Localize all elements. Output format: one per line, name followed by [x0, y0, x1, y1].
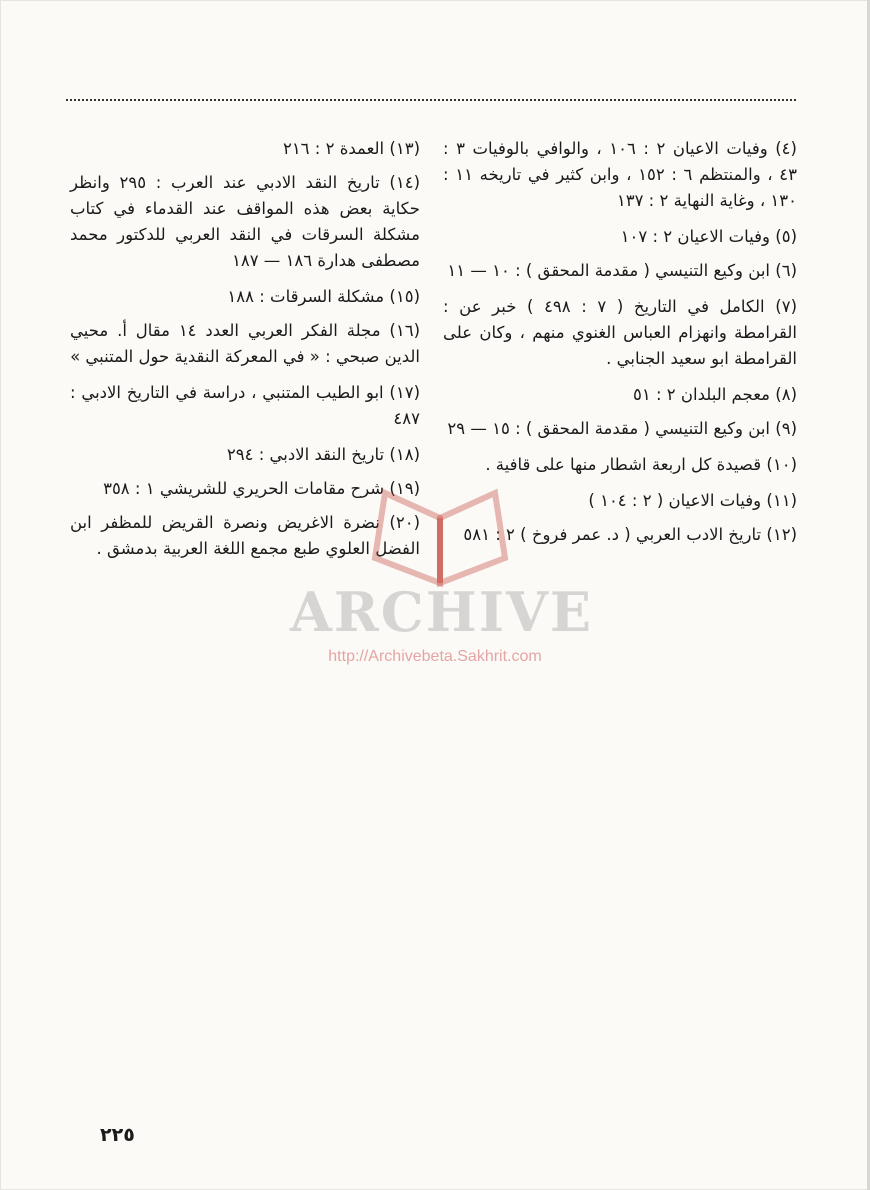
footnote-6: (٦) ابن وكيع التنيسي ( مقدمة المحقق ) : ١٠ — ١١	[447, 261, 797, 280]
footnote-16: (١٦) مجلة الفكر العربي العدد ١٤ مقال أ. محيي الدين صبحي : « في المعركة النقدية حول المتنبي »	[70, 321, 420, 366]
footnote-15: (١٥) مشكلة السرقات : ١٨٨	[227, 287, 420, 306]
footnote-12: (١٢) تاريخ الادب العربي ( د. عمر فروخ ) ٢ : ٥٨١	[463, 525, 797, 544]
footnote-13: (١٣) العمدة ٢ : ٢١٦	[282, 139, 420, 158]
footnote-17: (١٧) ابو الطيب المتنبي ، دراسة في التاريخ الادبي : ٤٨٧	[70, 383, 420, 428]
watermark-text: ARCHIVE	[290, 580, 594, 644]
footnote-8: (٨) معجم البلدان ٢ : ٥١	[632, 385, 797, 404]
footnote-19: (١٩) شرح مقامات الحريري للشريشي ١ : ٣٥٨	[103, 479, 420, 498]
footnote-14: (١٤) تاريخ النقد الادبي عند العرب : ٢٩٥ وانظر حكاية بعض هذه المواقف عند القدماء في كتاب مشكلة السرقات في النقد العربي للدكتور محمد مصطفى هدارة ١٨٦ — ١٨٧	[70, 173, 420, 270]
footnote-20: (٢٠) نضرة الاغريض ونصرة القريض للمظفر ابن الفضل العلوي طبع مجمع اللغة العربية بدمشق .	[70, 513, 420, 558]
footnote-11: (١١) وفيات الاعيان ( ٢ : ١٠٤ )	[588, 491, 797, 510]
footnote-18: (١٨) تاريخ النقد الادبي : ٢٩٤	[226, 445, 420, 464]
page-number: ٢٢٥	[100, 1124, 135, 1146]
header-dotted-rule	[66, 99, 796, 101]
footnote-7: (٧) الكامل في التاريخ ( ٧ : ٤٩٨ ) خبر عن : القرامطة وانهزام العباس الغنوي منهم ، وكان على القرامطة ابو سعيد الجنابي .	[443, 297, 797, 368]
footnote-9: (٩) ابن وكيع التنيسي ( مقدمة المحقق ) : ١٥ — ٢٩	[447, 419, 797, 438]
footnote-4: (٤) وفيات الاعيان ٢ : ١٠٦ ، والوافي بالوفيات ٣ : ٤٣ ، والمنتظم ٦ : ١٥٢ ، وابن كثير في تاريخه ١١ : ١٣٠ ، وغاية النهاية ٢ : ١٣٧	[443, 139, 798, 210]
footnote-10: (١٠) قصيدة كل اربعة اشطار منها على قافية .	[485, 455, 797, 474]
watermark-url: http://Archivebeta.Sakhrit.com	[328, 648, 542, 665]
open-book-icon	[365, 488, 515, 588]
footnote-5: (٥) وفيات الاعيان ٢ : ١٠٧	[620, 227, 797, 246]
archive-watermark	[270, 488, 600, 678]
